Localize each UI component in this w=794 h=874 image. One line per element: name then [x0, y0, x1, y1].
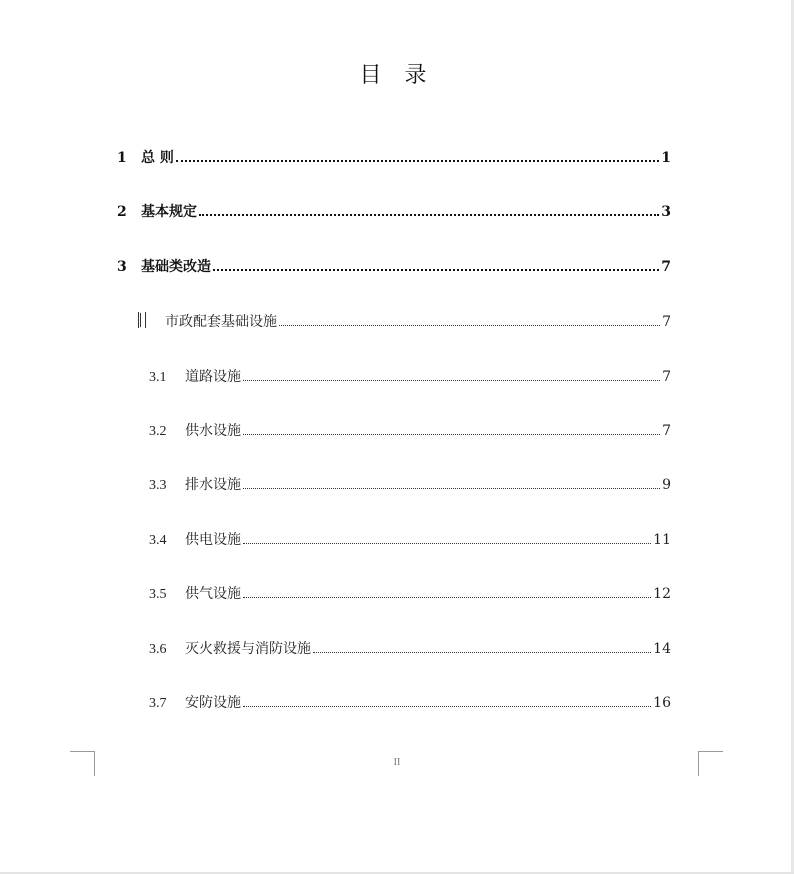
toc-entry-3[interactable]	[117, 256, 671, 276]
toc-entry-2[interactable]	[117, 201, 671, 221]
toc-entry-label: 基本规定	[141, 204, 197, 220]
toc-entry-page: 7	[662, 423, 671, 439]
toc-entry-3-7[interactable]	[149, 692, 671, 712]
dot-leader	[213, 269, 659, 271]
toc-entry-number: 3.6	[149, 642, 167, 657]
dot-leader	[243, 488, 660, 489]
toc-entry-page: 11	[653, 532, 671, 548]
toc-entry-page: 12	[653, 586, 671, 602]
toc-entry-page: 7	[662, 369, 671, 385]
toc-entry-page: 1	[661, 150, 671, 166]
toc-entry-number: 3.1	[149, 370, 167, 385]
dot-leader	[243, 597, 651, 598]
dot-leader	[176, 160, 659, 162]
toc-entry-3-1[interactable]	[149, 366, 671, 386]
toc-entry-label: 道路设施	[185, 369, 241, 385]
toc-entry-number: 3.3	[149, 478, 167, 493]
toc-entry-municipal-infrastructure[interactable]	[165, 311, 671, 331]
toc-entry-number: 3	[117, 259, 127, 275]
dot-leader	[243, 434, 660, 435]
dot-leader	[199, 214, 659, 216]
dot-leader	[243, 543, 651, 544]
dot-leader	[279, 325, 660, 326]
toc-entry-3-4[interactable]	[149, 529, 671, 549]
toc-entry-number: 1	[117, 150, 127, 166]
toc-entry-label: 供水设施	[185, 423, 241, 439]
footer-page-number: II	[393, 757, 401, 768]
dot-leader	[243, 380, 660, 381]
toc-title: 目 录	[359, 63, 435, 88]
toc-entry-label: 市政配套基础设施	[165, 314, 277, 330]
dot-leader	[243, 706, 651, 707]
dot-leader	[313, 652, 651, 653]
text-cursor-icon	[138, 312, 146, 328]
toc-entry-3-3[interactable]	[149, 474, 671, 494]
toc-entry-page: 16	[653, 695, 671, 711]
toc-entry-label: 供电设施	[185, 532, 241, 548]
toc-entry-label: 基础类改造	[141, 259, 211, 275]
toc-entry-number: 3.4	[149, 533, 167, 548]
toc-entry-page: 3	[661, 204, 671, 220]
toc-entry-3-5[interactable]	[149, 583, 671, 603]
toc-entry-label: 排水设施	[185, 477, 241, 493]
toc-entry-label: 安防设施	[185, 695, 241, 711]
toc-entry-3-2[interactable]	[149, 420, 671, 440]
toc-entry-label: 灭火救援与消防设施	[185, 641, 311, 657]
toc-entry-label: 供气设施	[185, 586, 241, 602]
toc-entry-number: 2	[117, 204, 127, 220]
toc-entry-page: 7	[662, 314, 671, 330]
toc-entry-page: 14	[653, 641, 671, 657]
toc-entry-number: 3.5	[149, 587, 167, 602]
toc-entry-1[interactable]	[117, 147, 671, 167]
toc-entry-number: 3.2	[149, 424, 167, 439]
toc-entry-3-6[interactable]	[149, 638, 671, 658]
toc-entry-label: 总 则	[141, 150, 174, 166]
toc-entry-number: 3.7	[149, 696, 167, 711]
toc-entry-page: 7	[661, 259, 671, 275]
toc-entry-page: 9	[662, 477, 671, 493]
